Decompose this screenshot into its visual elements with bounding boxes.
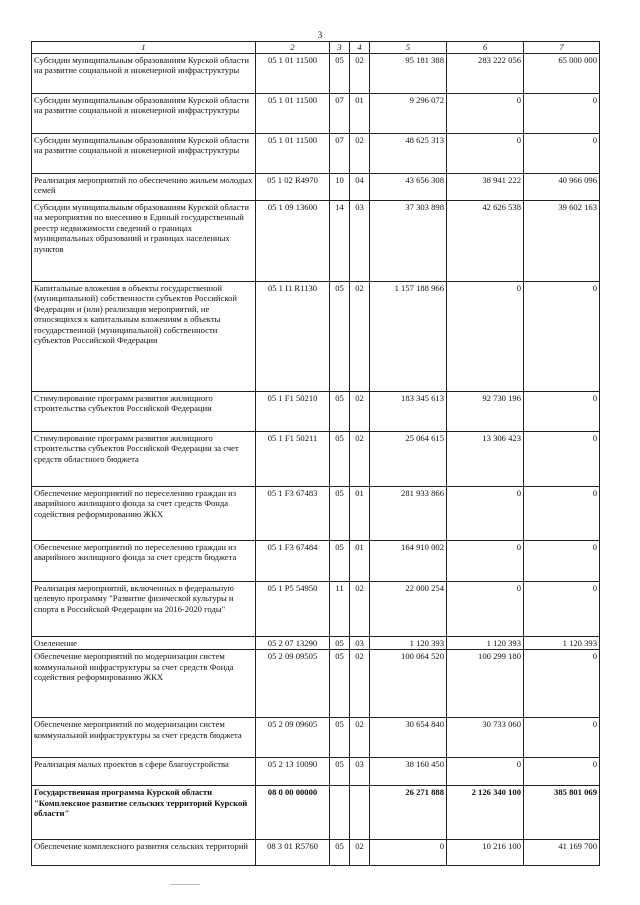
row-name: Стимулирование программ развития жилищного строительства субъектов Российской Федерации за счет средств областного бюджета (32, 431, 256, 486)
row-subsection: 02 (350, 53, 370, 93)
row-name: Капитальные вложения в объекты государственной (муниципальной) собственности субъектов Российской Федерации и (или) реализация мероприятий, не относящихся к капитальным вложениям в объекты государственной (муниципальной) собственности субъектов Российской Федерации (32, 281, 256, 391)
column-header: 4 (350, 42, 370, 54)
row-name: Субсидии муниципальным образованиям Курской области на развитие социальной и инженерной инфраструктуры (32, 53, 256, 93)
row-amount-2: 283 222 056 (447, 53, 524, 93)
row-amount-1: 183 345 613 (370, 391, 447, 431)
row-amount-1: 38 160 450 (370, 758, 447, 786)
row-section: 05 (330, 281, 350, 391)
table-row (32, 173, 600, 200)
row-section: 14 (330, 200, 350, 281)
row-amount-2: 13 306 423 (447, 431, 524, 486)
row-code: 05 2 13 10090 (256, 758, 330, 786)
row-section (330, 786, 350, 840)
row-amount-3: 1 120 393 (524, 636, 600, 650)
row-amount-2: 0 (447, 581, 524, 636)
row-section: 05 (330, 53, 350, 93)
row-code: 05 1 09 13600 (256, 200, 330, 281)
row-amount-2: 38 941 222 (447, 173, 524, 200)
table-row (32, 431, 600, 486)
table-row (32, 540, 600, 581)
row-amount-1: 22 000 254 (370, 581, 447, 636)
row-amount-2: 0 (447, 281, 524, 391)
header-row (32, 42, 600, 54)
row-amount-1: 100 064 520 (370, 650, 447, 718)
table-row (32, 840, 600, 866)
row-code: 05 1 02 R4970 (256, 173, 330, 200)
row-code: 05 2 07 13290 (256, 636, 330, 650)
row-amount-1: 1 120 393 (370, 636, 447, 650)
row-name: Обеспечение мероприятий по переселению граждан из аварийного жилищного фонда за счет средств бюджета (32, 540, 256, 581)
row-section: 05 (330, 758, 350, 786)
row-amount-3: 0 (524, 93, 600, 133)
row-amount-2: 0 (447, 758, 524, 786)
row-amount-2: 0 (447, 540, 524, 581)
table-row (32, 786, 600, 840)
row-amount-1: 48 625 313 (370, 133, 447, 173)
row-code: 05 1 01 11500 (256, 53, 330, 93)
row-section: 10 (330, 173, 350, 200)
row-code: 08 0 00 00000 (256, 786, 330, 840)
row-amount-3: 39 602 163 (524, 200, 600, 281)
row-amount-2: 0 (447, 93, 524, 133)
row-subsection: 03 (350, 200, 370, 281)
row-amount-3: 0 (524, 540, 600, 581)
row-amount-2: 30 733 060 (447, 718, 524, 758)
row-code: 05 1 F3 67483 (256, 486, 330, 540)
row-section: 05 (330, 486, 350, 540)
row-amount-2: 92 730 196 (447, 391, 524, 431)
row-name: Реализация мероприятий по обеспечению жильем молодых семей (32, 173, 256, 200)
row-code: 05 2 09 09505 (256, 650, 330, 718)
row-code: 05 1 P5 54950 (256, 581, 330, 636)
row-name: Реализация малых проектов в сфере благоустройства (32, 758, 256, 786)
row-section: 05 (330, 431, 350, 486)
row-amount-2: 1 120 393 (447, 636, 524, 650)
table-row (32, 650, 600, 718)
row-amount-1: 1 157 188 966 (370, 281, 447, 391)
row-amount-2: 42 626 538 (447, 200, 524, 281)
scan-mark (170, 884, 200, 885)
row-section: 05 (330, 718, 350, 758)
row-code: 05 1 F3 67484 (256, 540, 330, 581)
table-row (32, 718, 600, 758)
row-amount-3: 0 (524, 391, 600, 431)
row-amount-3: 0 (524, 650, 600, 718)
row-subsection: 03 (350, 636, 370, 650)
row-amount-3: 65 000 000 (524, 53, 600, 93)
column-header: 2 (256, 42, 330, 54)
row-name: Реализация мероприятий, включенных в федеральную целевую программу "Развитие физической культуры и спорта в Российской Федерации на 2016-2020 годы" (32, 581, 256, 636)
row-code: 05 1 F1 50210 (256, 391, 330, 431)
budget-table (31, 41, 600, 866)
row-section: 05 (330, 636, 350, 650)
row-subsection: 03 (350, 758, 370, 786)
row-subsection: 01 (350, 486, 370, 540)
row-section: 05 (330, 650, 350, 718)
row-amount-2: 100 299 180 (447, 650, 524, 718)
row-code: 05 2 09 09605 (256, 718, 330, 758)
row-amount-2: 0 (447, 486, 524, 540)
table-row (32, 486, 600, 540)
row-amount-3: 385 801 069 (524, 786, 600, 840)
row-amount-1: 281 933 866 (370, 486, 447, 540)
table-row (32, 281, 600, 391)
column-header: 1 (32, 42, 256, 54)
row-name: Обеспечение мероприятий по модернизации систем коммунальной инфраструктуры за счет средств бюджета (32, 718, 256, 758)
row-amount-3: 40 966 096 (524, 173, 600, 200)
table-row (32, 200, 600, 281)
row-amount-2: 10 216 100 (447, 840, 524, 866)
column-header: 3 (330, 42, 350, 54)
table-row (32, 93, 600, 133)
row-amount-3: 0 (524, 431, 600, 486)
table-row (32, 636, 600, 650)
table-row (32, 133, 600, 173)
column-header: 5 (370, 42, 447, 54)
row-amount-1: 43 656 308 (370, 173, 447, 200)
row-code: 05 1 01 11500 (256, 133, 330, 173)
row-amount-1: 25 064 615 (370, 431, 447, 486)
row-name: Обеспечение мероприятий по модернизации систем коммунальной инфраструктуры за счет средств Фонда содействия реформированию ЖКХ (32, 650, 256, 718)
row-name: Государственная программа Курской области "Комплексное развитие сельских территорий Курской области" (32, 786, 256, 840)
row-subsection: 02 (350, 391, 370, 431)
row-section: 05 (330, 840, 350, 866)
row-amount-1: 30 654 840 (370, 718, 447, 758)
row-code: 05 1 F1 50211 (256, 431, 330, 486)
row-name: Субсидии муниципальным образованиям Курской области на развитие социальной и инженерной инфраструктуры (32, 93, 256, 133)
row-amount-3: 0 (524, 486, 600, 540)
row-amount-3: 41 169 700 (524, 840, 600, 866)
row-section: 07 (330, 133, 350, 173)
row-amount-2: 2 126 340 100 (447, 786, 524, 840)
row-amount-3: 0 (524, 281, 600, 391)
row-amount-1: 37 303 898 (370, 200, 447, 281)
page-number: 3 (317, 30, 323, 40)
row-section: 05 (330, 391, 350, 431)
row-amount-1: 0 (370, 840, 447, 866)
row-amount-1: 26 271 888 (370, 786, 447, 840)
row-code: 05 1 I1 R1130 (256, 281, 330, 391)
row-subsection: 01 (350, 93, 370, 133)
column-header: 7 (524, 42, 600, 54)
row-amount-2: 0 (447, 133, 524, 173)
row-name: Субсидии муниципальным образованиям Курской области на развитие социальной и инженерной инфраструктуры (32, 133, 256, 173)
table-row (32, 581, 600, 636)
table-row (32, 758, 600, 786)
table-row (32, 53, 600, 93)
row-name: Обеспечение мероприятий по переселению граждан из аварийного жилищного фонда за счет средств Фонда содействия реформированию ЖКХ (32, 486, 256, 540)
table-row (32, 391, 600, 431)
row-section: 11 (330, 581, 350, 636)
row-subsection: 04 (350, 173, 370, 200)
row-name: Стимулирование программ развития жилищного строительства субъектов Российской Федерации (32, 391, 256, 431)
row-subsection: 02 (350, 431, 370, 486)
row-subsection: 02 (350, 133, 370, 173)
row-subsection: 02 (350, 840, 370, 866)
row-name: Обеспечение комплексного развития сельских территорий (32, 840, 256, 866)
row-section: 07 (330, 93, 350, 133)
row-amount-1: 95 181 388 (370, 53, 447, 93)
row-subsection: 02 (350, 650, 370, 718)
row-section: 05 (330, 540, 350, 581)
row-amount-1: 9 296 072 (370, 93, 447, 133)
row-code: 08 3 01 R5760 (256, 840, 330, 866)
row-subsection: 02 (350, 581, 370, 636)
row-amount-3: 0 (524, 133, 600, 173)
row-code: 05 1 01 11500 (256, 93, 330, 133)
row-amount-3: 0 (524, 581, 600, 636)
row-subsection: 02 (350, 718, 370, 758)
row-subsection: 02 (350, 281, 370, 391)
row-subsection: 01 (350, 540, 370, 581)
row-amount-1: 164 910 002 (370, 540, 447, 581)
row-name: Озеленение (32, 636, 256, 650)
column-header: 6 (447, 42, 524, 54)
row-amount-3: 0 (524, 758, 600, 786)
row-amount-3: 0 (524, 718, 600, 758)
row-subsection (350, 786, 370, 840)
row-name: Субсидии муниципальным образованиям Курской области на мероприятия по внесению в Единый государственный реестр недвижимости сведений о границах муниципальных образований и границах населенных пунктов (32, 200, 256, 281)
